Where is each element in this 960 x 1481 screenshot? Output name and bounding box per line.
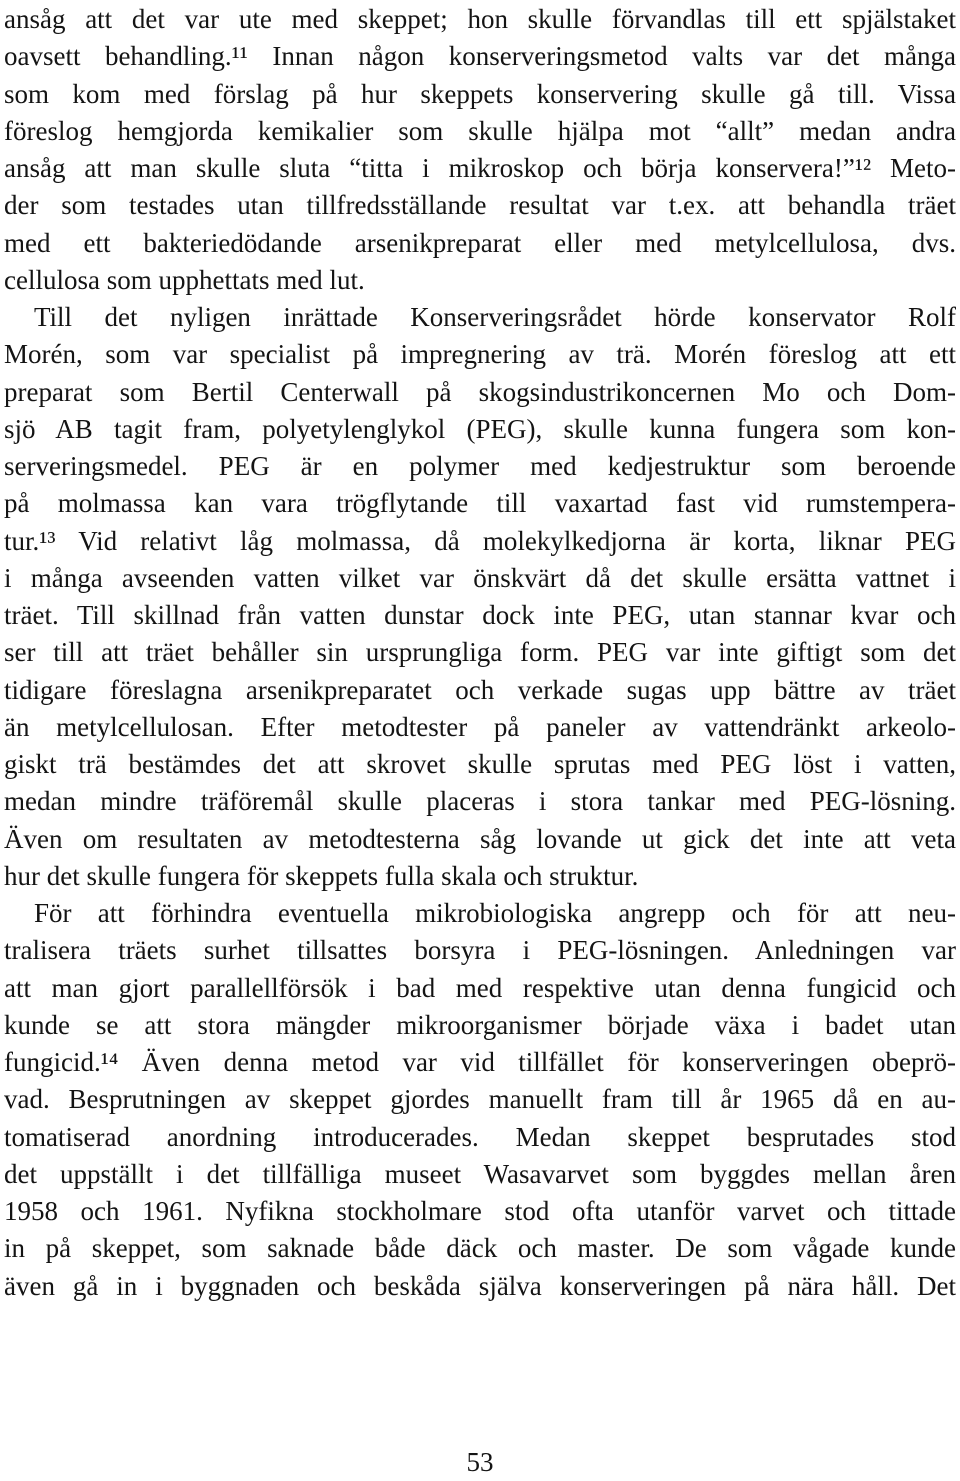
text-line: Morén, som var specialist på impregnering av trä. Morén föreslog att ett [4,339,956,370]
text-line: på molmassa kan vara trögflytande till vaxartad fast vid rumstempera- [4,488,956,519]
text-line: fungicid.¹⁴ Även denna metod var vid tillfället för konserveringen obeprö- [4,1047,956,1077]
text-line: tralisera träets surhet tillsattes borsyra i PEG-lösningen. Anledningen var [4,935,956,966]
text-line: der som testades utan tillfredsställande resultat var t.ex. att behandla träet [4,190,956,221]
text-line: kunde se att stora mängder mikroorganismer började växa i badet utan [4,1009,956,1040]
text-line: in på skeppet, som saknade både däck och master. De som vågade kunde [4,1233,956,1264]
text-line: än metylcellulosan. Efter metodtester på paneler av vattendränkt arkeolo- [4,711,956,742]
text-line: medan mindre träföremål skulle placeras i stora tankar med PEG-lösning. [4,786,956,817]
text-line: att man gjort parallellförsök i bad med respektive utan denna fungicid och [4,972,956,1003]
text-line: tidigare föreslagna arsenikpreparatet och verkade sugas upp bättre av träet [4,674,956,705]
text-line: ser till att träet behåller sin ursprungliga form. PEG var inte giftigt som det [4,637,956,668]
text-line: vad. Besprutningen av skeppet gjordes manuellt fram till år 1965 då en au- [4,1084,956,1115]
text-line: med ett bakteriedödande arsenikpreparat eller med metylcellulosa, dvs. [4,227,956,258]
text-line: sjö AB tagit fram, polyetylenglykol (PEG), skulle kunna fungera som kon- [4,413,956,444]
text-line: giskt trä bestämdes det att skrovet skulle sprutas med PEG löst i vatten, [4,749,956,779]
text-line: föreslog hemgjorda kemikalier som skulle hjälpa mot “allt” medan andra [4,115,956,146]
text-line: oavsett behandling.¹¹ Innan någon konserveringsmetod valts var det många [4,41,956,72]
text-line: tur.¹³ Vid relativt låg molmassa, då molekylkedjorna är korta, liknar PEG [4,525,956,556]
text-line: i många avseenden vatten vilket var önskvärt då det skulle ersätta vattnet i [4,562,956,593]
text-line: även gå in i byggnaden och beskåda själva konserveringen på nära håll. Det [4,1270,956,1301]
text-line: För att förhindra eventuella mikrobiologiska angrepp och för att neu- [34,898,956,928]
text-line: som kom med förslag på hur skeppets konservering skulle gå till. Vissa [4,78,956,109]
text-line: serveringsmedel. PEG är en polymer med kedjestruktur som beroende [4,451,956,481]
text-line: Även om resultaten av metodtesterna såg lovande ut gick det inte att veta [4,823,956,854]
page-number: 53 [466,1447,494,1477]
text-line: 1958 och 1961. Nyfikna stockholmare stod ofta utanför varvet och tittade [4,1196,956,1226]
text-line: preparat som Bertil Centerwall på skogsindustrikoncernen Mo och Dom- [4,376,956,407]
text-line: Till det nyligen inrättade Konserveringsrådet hörde konservator Rolf [34,302,956,332]
text-line: hur det skulle fungera för skeppets fulla skala och struktur. [4,860,639,891]
text-line: det uppställt i det tillfälliga museet Wasavarvet som byggdes mellan åren [4,1158,956,1189]
text-line: ansåg att man skulle sluta “titta i mikroskop och börja konservera!”¹² Meto- [4,153,956,183]
text-line: ansåg att det var ute med skeppet; hon skulle förvandlas till ett spjälstaket [4,4,956,34]
text-line: cellulosa som upphettats med lut. [4,264,365,295]
text-line: träet. Till skillnad från vatten dunstar dock inte PEG, utan stannar kvar och [4,600,956,630]
text-line: tomatiserad anordning introducerades. Medan skeppet besprutades stod [4,1121,956,1152]
